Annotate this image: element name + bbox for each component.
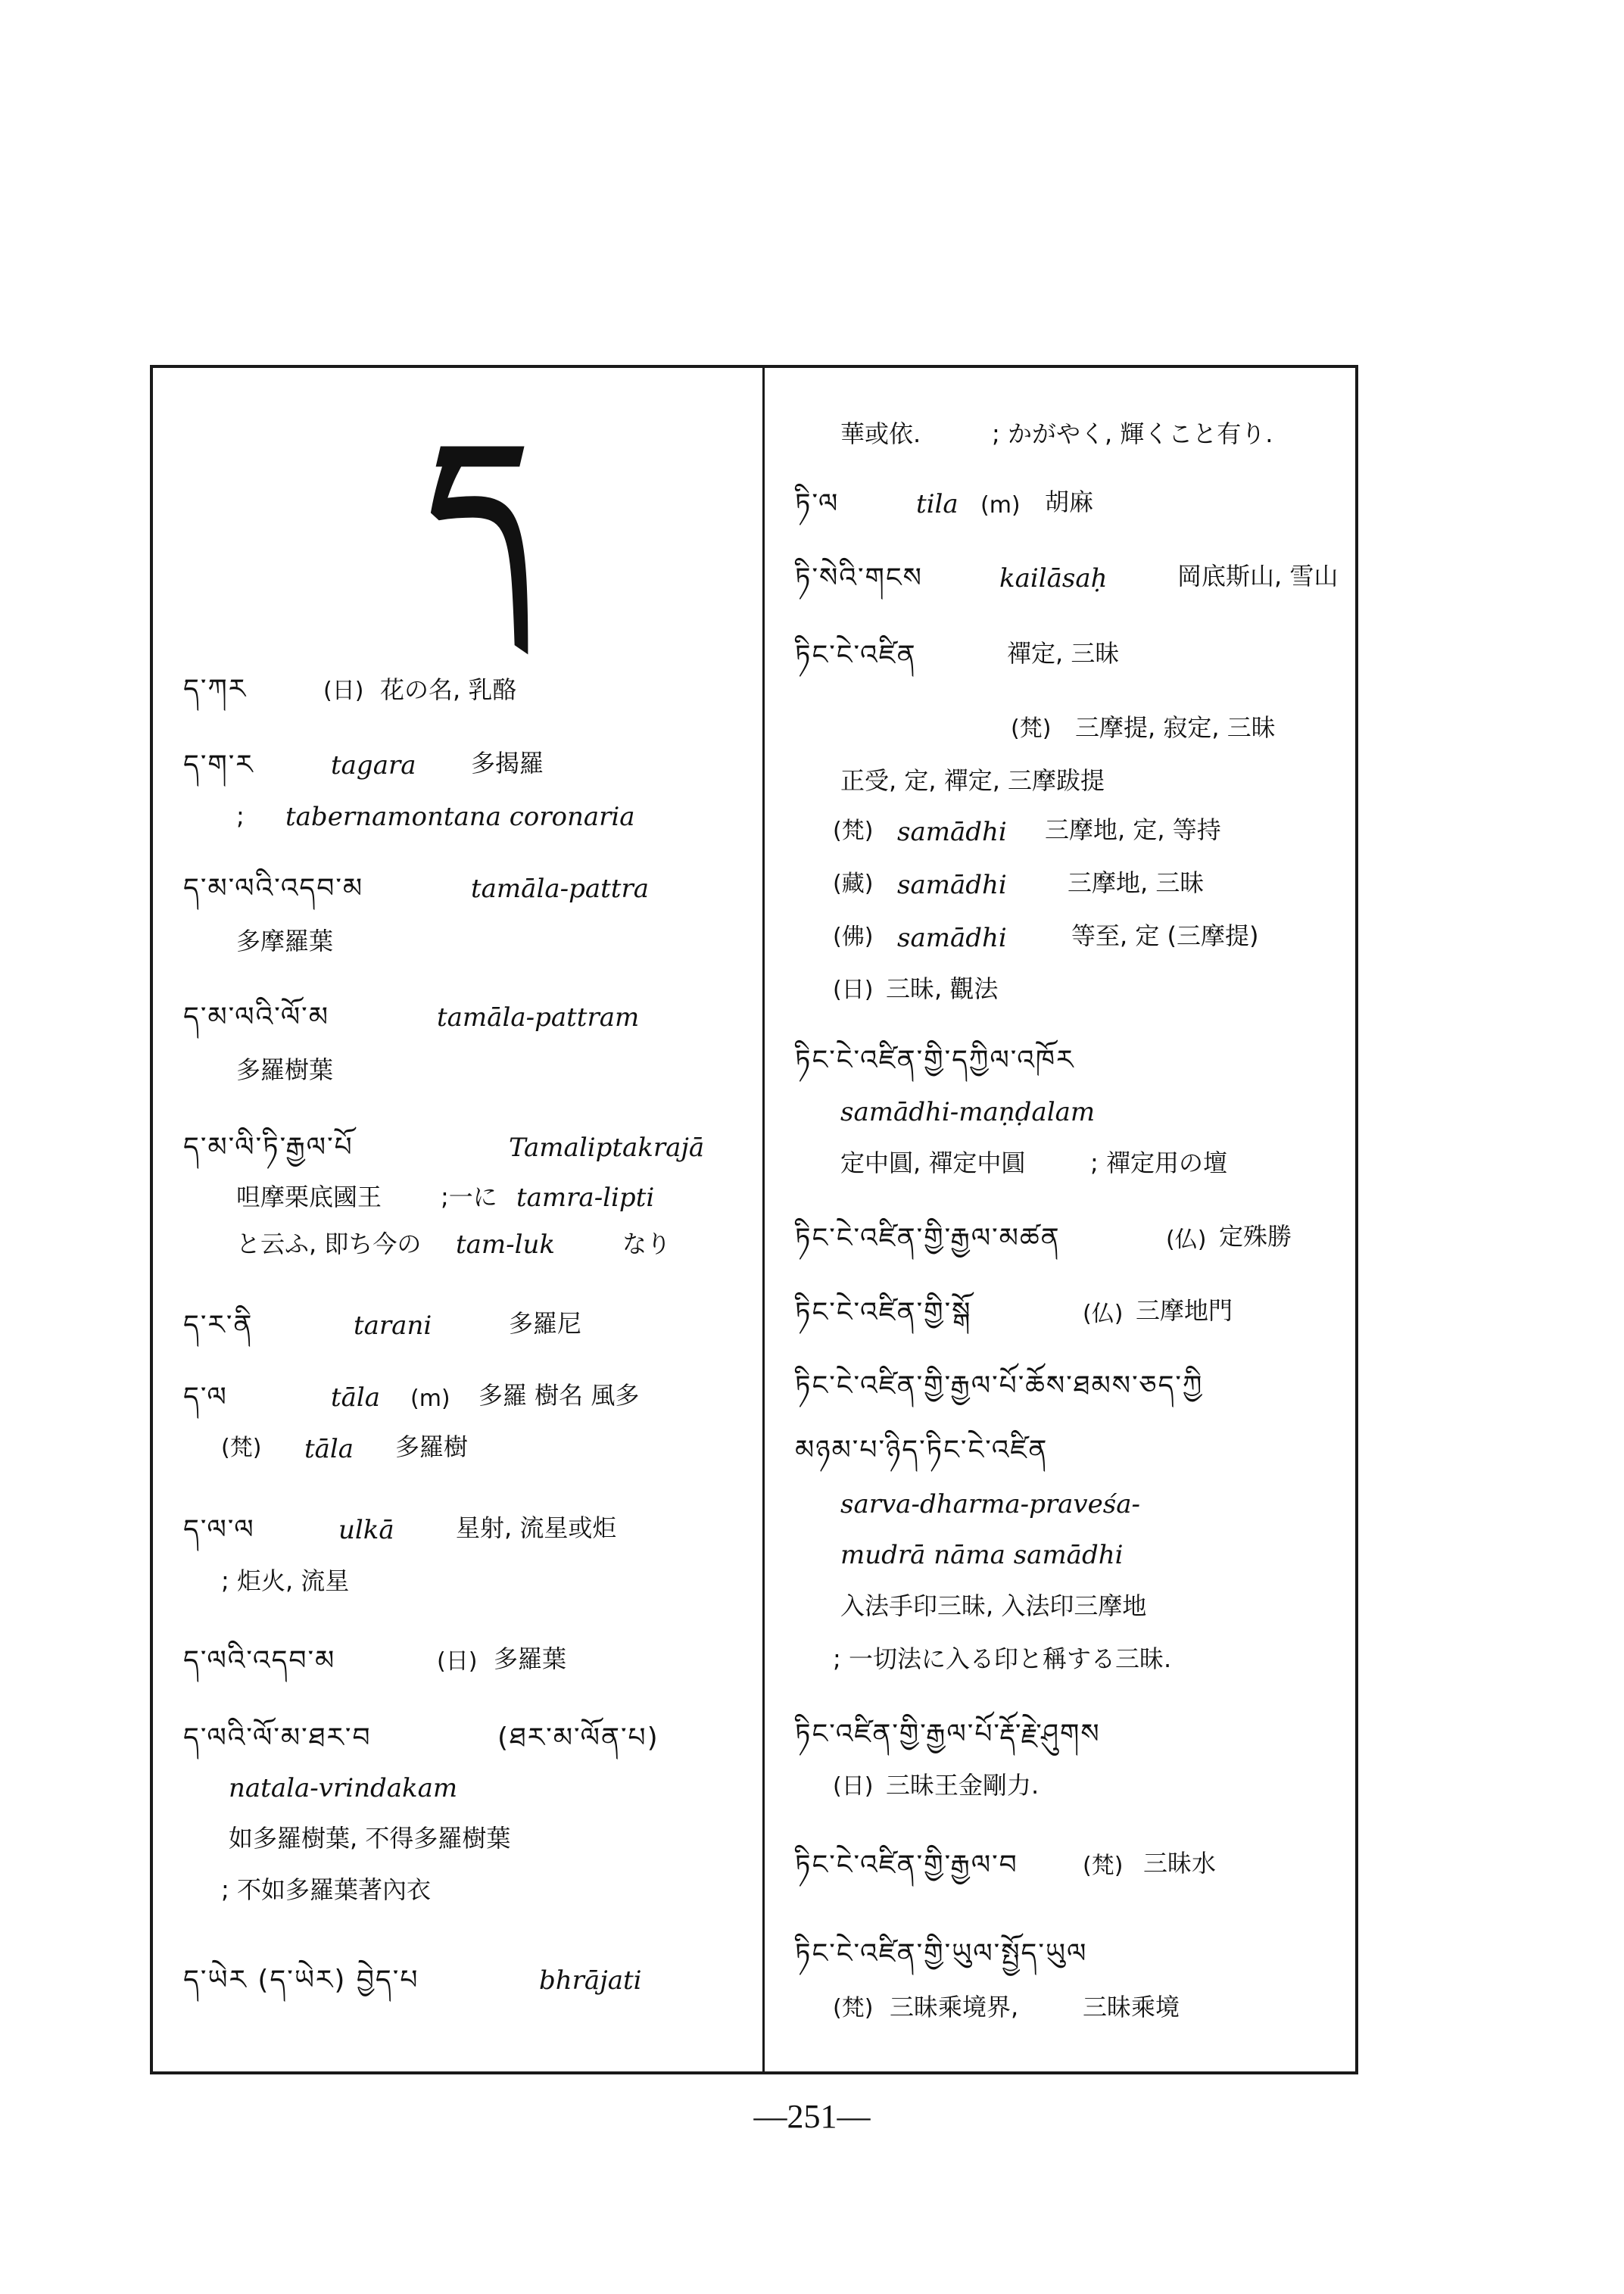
entry-headword: ཏི་སེའི་གངས: [795, 563, 923, 594]
entry-gloss: 多羅葉: [494, 1644, 567, 1673]
entry-roman: sarva-dharma-praveśa-: [840, 1489, 1140, 1519]
right-column: [765, 368, 1358, 2071]
entry-tag: (梵): [833, 818, 874, 844]
entry-roman: tamāla-pattra: [471, 874, 649, 904]
entry-gloss: 多羅樹葉: [236, 1055, 334, 1084]
entry-gloss: 呾摩栗底國王: [236, 1183, 382, 1211]
entry-gloss: 多羅樹: [395, 1432, 469, 1461]
entry-tag: (日): [833, 977, 874, 1003]
entry-headword: ཏིང་ངེ་འཛིན་གྱི་སྒོ: [795, 1297, 972, 1328]
entry-gloss: 三昧乘境: [1083, 1993, 1180, 2021]
entry-roman: ulkā: [338, 1515, 394, 1545]
entry-roman: samādhi: [897, 870, 1007, 900]
entry-tag: (日): [833, 1773, 874, 1800]
entry-gloss: 多羅尼: [509, 1309, 582, 1338]
entry-headword: ད་མ་ལའི་ལོ་མ: [183, 1002, 329, 1033]
entry-gloss: 星射, 流星或炬: [456, 1513, 617, 1542]
entry-gloss: 三摩地門: [1136, 1296, 1233, 1325]
entry-gloss: 華或依.: [840, 419, 921, 448]
entry-roman: tāla: [304, 1434, 354, 1464]
entry-gloss: ; 禪定用の壇: [1090, 1149, 1227, 1177]
entry-headword: ད་ལའི་འདབ་མ: [183, 1645, 336, 1676]
entry-headword: ད་ལའི་ལོ་མ་ཐར་བ: [183, 1722, 372, 1753]
entry-headword: ཏིང་ངེ་འཛིན་གྱི་དཀྱིལ་འཁོར: [795, 1045, 1075, 1076]
entry-headword-variant: (ཐར་མ་ལོན་པ): [497, 1722, 659, 1753]
entry-headword: ཏིང་འཛིན་གྱི་རྒྱལ་པོ་རྡོ་རྗེ་ཤུགས: [795, 1719, 1101, 1750]
entry-headword: ཏིང་ངེ་འཛིན་གྱི་རྒྱལ་མཚན: [795, 1223, 1061, 1254]
entry-tag: (仏): [1166, 1226, 1207, 1253]
entry-gloss: 多摩羅葉: [236, 927, 334, 955]
entry-roman: natala-vrindakam: [229, 1773, 458, 1803]
entry-roman: samādhi: [897, 923, 1007, 953]
entry-tag: (m): [410, 1385, 450, 1412]
entry-gloss: 禪定, 三昧: [1007, 639, 1120, 668]
entry-gloss: 入法手印三昧, 入法印三摩地: [840, 1591, 1147, 1620]
entry-headword: ཏིང་ངེ་འཛིན་གྱི་རྒྱལ་བ: [795, 1850, 1018, 1881]
entry-tag: (佛): [833, 924, 874, 950]
entry-gloss: 如多羅樹葉, 不得多羅樹葉: [229, 1824, 511, 1853]
entry-headword: ད་ག་ར: [183, 750, 254, 781]
entry-gloss: ; 一切法に入る印と稱する三昧.: [833, 1644, 1172, 1673]
entry-roman: Tamaliptakrajā: [509, 1133, 705, 1163]
entry-headword: ད་ལ་ལ: [183, 1514, 255, 1545]
entry-gloss: 多揭羅: [471, 749, 544, 778]
entry-roman: tamāla-pattram: [437, 1002, 640, 1033]
entry-gloss: ; 不如多羅葉著內衣: [221, 1875, 431, 1904]
entry-gloss: 等至, 定 (三摩提): [1071, 921, 1259, 950]
entry-tag: (m): [980, 492, 1021, 519]
entry-roman: tagara: [331, 750, 416, 781]
entry-headword: ཏིང་ངེ་འཛིན: [795, 640, 917, 671]
entry-roman: bhrājati: [539, 1965, 642, 1996]
entry-gloss: 三昧, 觀法: [886, 974, 999, 1003]
entry-headword: ད་ར་ནི: [183, 1310, 254, 1341]
entry-roman: mudrā nāma samādhi: [840, 1540, 1124, 1570]
page-number: —251—: [753, 2098, 871, 2135]
section-letter: ད: [428, 407, 529, 609]
entry-tag: (仏): [1083, 1301, 1124, 1327]
entry-tag: (梵): [833, 1995, 874, 2021]
left-column: [153, 368, 762, 2071]
entry-note: ;: [236, 802, 245, 831]
entry-tag: (日): [437, 1648, 478, 1675]
entry-roman: tarani: [354, 1311, 432, 1341]
entry-headword: ད་ལ: [183, 1382, 228, 1413]
entry-headword-cont: མཉམ་པ་ཉིད་ཏིང་ངེ་འཛིན: [795, 1435, 1049, 1466]
entry-roman: tam-luk: [456, 1230, 556, 1260]
entry-roman: samādhi: [897, 817, 1007, 847]
entry-headword: ཏིང་ངེ་འཛིན་གྱི་རྒྱལ་པོ་ཆོས་ཐམས་ཅད་ཀྱི: [795, 1370, 1204, 1401]
entry-headword: ད་མ་ལའི་འདབ་མ: [183, 873, 364, 904]
entry-gloss: 三摩地, 三昧: [1068, 868, 1205, 897]
entry-gloss: 三摩提, 寂定, 三昧: [1075, 713, 1276, 742]
entry-roman: tila: [916, 489, 959, 519]
entry-gloss: 胡麻: [1045, 488, 1094, 516]
entry-headword: ད་ཀར: [183, 674, 248, 705]
entry-gloss: 岡底斯山, 雪山: [1177, 562, 1339, 591]
entry-note: ;一に: [441, 1183, 497, 1211]
entry-gloss: 定殊勝: [1219, 1222, 1292, 1251]
dictionary-page-frame: [150, 365, 1358, 2074]
entry-headword: ད་ཡེར (ད་ཡེར) བྱེད་པ: [183, 1965, 419, 1996]
entry-gloss: 多羅 樹名 風多: [478, 1381, 640, 1410]
entry-tag: (梵): [1011, 715, 1052, 742]
entry-gloss: ; かがやく, 輝くこと有り.: [992, 419, 1273, 448]
entry-roman: tabernamontana coronaria: [285, 802, 635, 832]
entry-roman: kailāsaḥ: [999, 563, 1108, 594]
entry-gloss: 正受, 定, 禪定, 三摩跋提: [840, 766, 1105, 795]
entry-roman: samādhi-maṇḍalam: [840, 1097, 1096, 1127]
entry-gloss: 三昧王金剛力.: [886, 1771, 1040, 1800]
entry-tag: (日): [323, 678, 364, 704]
entry-headword: ཏི་ལ: [795, 488, 840, 519]
entry-gloss: 三昧乘境界,: [890, 1993, 1019, 2021]
entry-tag: (藏): [833, 871, 874, 897]
entry-gloss: 三昧水: [1143, 1849, 1217, 1878]
entry-gloss: 花の名, 乳酪: [380, 675, 517, 704]
entry-roman: tamra-lipti: [516, 1183, 655, 1213]
entry-headword: ཏིང་ངེ་འཛིན་གྱི་ཡུལ་སྤྱོད་ཡུལ: [795, 1938, 1088, 1969]
entry-roman: tāla: [331, 1382, 381, 1413]
entry-tag: (梵): [1083, 1853, 1124, 1879]
entry-tag: (梵): [221, 1435, 262, 1461]
entry-gloss: と云ふ, 即ち今の: [236, 1230, 422, 1258]
entry-headword: ད་མ་ལི་ཏི་རྒྱལ་པོ: [183, 1132, 354, 1163]
entry-gloss: 定中圓, 禪定中圓: [840, 1149, 1026, 1177]
entry-gloss: 三摩地, 定, 等持: [1045, 815, 1221, 844]
entry-gloss: なり: [622, 1230, 672, 1258]
entry-gloss: ; 炬火, 流星: [221, 1566, 350, 1595]
